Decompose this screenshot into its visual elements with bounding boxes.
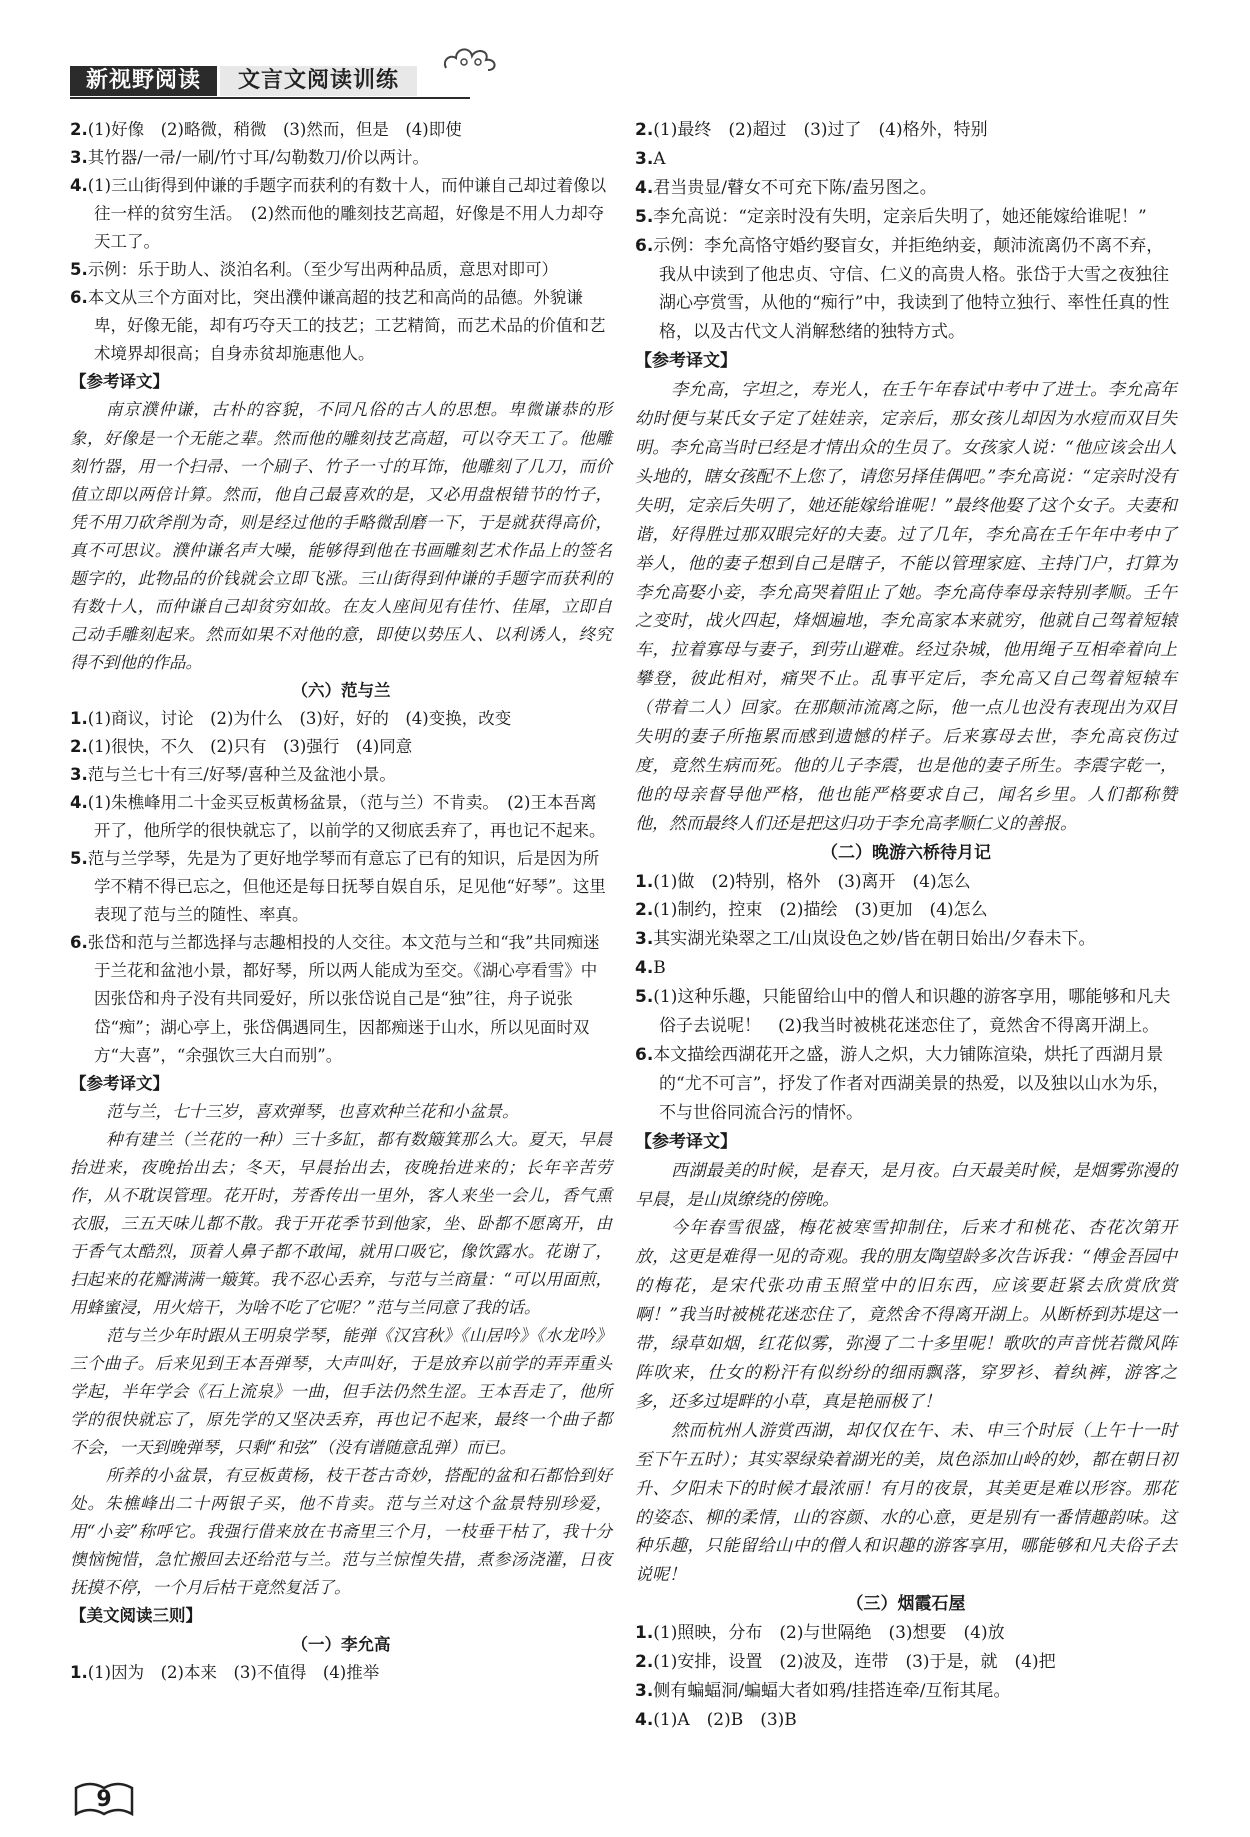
answer-item (70, 929, 612, 1069)
question-number: 4. (635, 177, 654, 198)
question-number: 2. (635, 120, 654, 140)
question-number: 5. (635, 987, 654, 1008)
page-number: 9 (96, 1787, 112, 1812)
translation-paragraph: 范与兰，七十三岁，喜欢弹琴，也喜欢种兰花和小盆景。 (106, 1101, 519, 1121)
answer-text: 示例：李允高恪守婚约娶盲女，并拒绝纳妾，颠沛流离仍不离不弃，我从中读到了他忠贞、守信、仁义的高贵人格。张岱于大雪之夜独往湖心亭赏雪，从他的“痴行”中，我读到了他特立独行、率性任真的性格，以及古代文人消解愁绪的独特方式。 (653, 235, 1170, 343)
answer-text: (1)因为 (2)本来 (3)不值得 (4)推举 (87, 1662, 380, 1682)
question-number: 5. (635, 206, 654, 227)
answer-item (70, 789, 612, 845)
translation-paragraph: 然而杭州人游赏西湖，却仅仅在午、未、申三个时辰（上午十一时至下午五时）；其实翠绿染着湖光的美，岚色添加山岭的妙，都在朝日初升、夕阳未下的时候才最浓丽！有月的夜景，其美更是难以形容。那花的姿态、柳的柔情，山的容颜、水的心意，更是别有一番情趣韵味。这种乐趣，只能留给山中的僧人和识趣的游客享用，哪能够和凡夫俗子去说呢！ (635, 1420, 1177, 1586)
question-number: 2. (635, 900, 654, 921)
answer-text: (1)做 (2)特别，格外 (3)离开 (4)怎么 (653, 871, 971, 892)
answer-text: 君当贵显/瞽女不可充下陈/盍另图之。 (653, 177, 937, 198)
question-number: 5. (70, 849, 88, 869)
question-number: 3. (70, 148, 88, 168)
answer-item (635, 1677, 1177, 1706)
question-number: 3. (635, 929, 654, 950)
answer-item (635, 1041, 1177, 1128)
answer-item (70, 144, 612, 172)
section-tag: 【美文阅读三则】 (70, 1606, 202, 1626)
section-heading: （二）晚游六桥待月记 (821, 842, 991, 863)
translation-paragraph: 西湖最美的时候，是春天，是月夜。白天最美时候，是烟雾弥漫的早晨，是山岚缭绕的傍晚。 (635, 1160, 1177, 1210)
question-number: 3. (635, 1680, 654, 1701)
translation-paragraph: 种有建兰（兰花的一种）三十多缸，都有数簸箕那么大。夏天，早晨抬进来，夜晚抬出去；冬天，早晨抬出去，夜晚抬进来的；长年辛苦劳作，从不耽误管理。花开时，芳香传出一里外，客人来坐一会儿，香气熏衣服，三五天味儿都不散。我于开花季节到他家，坐、卧都不愿离开，由于香气太酷烈，顶着人鼻子都不敢闻，就用口吸它，像饮露水。花谢了，扫起来的花瓣满满一簸箕。我不忍心丢弃，与范与兰商量：“可以用面煎，用蜂蜜浸，用火焙干，为啥不吃了它呢？”范与兰同意了我的话。 (70, 1129, 612, 1317)
page-number-badge (72, 1778, 136, 1818)
answer-text: A (653, 148, 666, 169)
answer-text: 范与兰学琴，先是为了更好地学琴而有意忘了已有的知识，后是因为所学不精不得已忘之，但他还是每日抚琴自娱自乐，足见他“好琴”。这里表现了范与兰的随性、率真。 (87, 849, 606, 925)
cloud-ornament-icon (440, 40, 500, 76)
answer-text: 范与兰七十有三/好琴/喜种兰及盆池小景。 (87, 765, 396, 785)
section-tag: 【参考译文】 (635, 351, 737, 372)
question-number: 1. (70, 1662, 88, 1682)
answer-item (70, 761, 612, 789)
translation-paragraph: 所养的小盆景，有豆板黄杨，枝干苍古奇妙，搭配的盆和石都恰到好处。朱樵峰出二十两银子买，他不肯卖。范与兰对这个盆景特别珍爱，用“小妾”称呼它。我强行借来放在书斋里三个月，一枝垂干枯了，我十分懊恼惋惜，急忙搬回去还给范与兰。范与兰惊惶失措，煮参汤浇灌，日夜抚摸不停，一个月后枯干竟然复活了。 (70, 1466, 612, 1598)
question-number: 4. (70, 176, 88, 196)
answer-text: (1)商议，讨论 (2)为什么 (3)好，好的 (4)变换，改变 (87, 708, 512, 728)
section-tag: 【参考译文】 (70, 1073, 169, 1093)
answer-text: 其竹器/一帚/一刷/竹寸耳/勾勒数刀/价以两计。 (87, 148, 430, 168)
answer-item (635, 116, 1177, 145)
question-number: 3. (635, 148, 654, 169)
answer-item (635, 954, 1177, 983)
answer-text: B (653, 958, 666, 979)
question-number: 6. (70, 288, 88, 308)
question-number: 6. (635, 1045, 654, 1065)
question-number: 6. (70, 933, 88, 953)
answer-item (70, 705, 612, 733)
translation-paragraph: 南京濮仲谦，古朴的容貌，不同凡俗的古人的思想。卑微谦恭的形象，好像是一个无能之辈。然而他的雕刻技艺高超，可以夺天工了。他雕刻竹器，用一个扫帚、一个刷子、竹子一寸的耳饰，他雕刻了几刀，而价值立即以两倍计算。然而，他自己最喜欢的是，又必用盘根错节的竹子，凭不用刀砍斧削为奇，则是经过他的手略微刮磨一下，于是就获得高价，真不可思议。濮仲谦名声大噪，能够得到他在书画雕刻艺术作品上的签名题字的，此物品的价钱就会立即飞涨。三山街得到仲谦的手题字而获利的有数十人，而仲谦自己却贫穷如故。在友人座间见有佳竹、佳犀，立即自己动手雕刻起来。然而如果不对他的意，即使以势压人、以利诱人，终究得不到他的作品。 (70, 400, 612, 672)
section-heading: （六）范与兰 (291, 680, 391, 700)
answer-text: 本文描绘西湖花开之盛，游人之炽，大力铺陈渲染，烘托了西湖月景的“尤不可言”，抒发了作者对西湖美景的热爱，以及独以山水为乐，不与世俗同流合污的情怀。 (653, 1045, 1170, 1123)
series-title: 新视野阅读 (70, 66, 217, 96)
section-heading: （三）烟霞石屋 (846, 1594, 966, 1615)
answer-item (635, 983, 1177, 1041)
answer-text: (1)好像 (2)略微，稍微 (3)然而，但是 (4)即使 (87, 120, 462, 139)
section-tag: 【参考译文】 (70, 372, 169, 392)
answer-text: (1)很快，不久 (2)只有 (3)强行 (4)同意 (87, 737, 413, 757)
section-title: 文言文阅读训练 (217, 66, 417, 96)
answer-text: 本文从三个方面对比，突出濮仲谦高超的技艺和高尚的品德。外貌谦卑，好像无能，却有巧夺天工的技艺；工艺精简，而艺术品的价值和艺术境界却很高；自身赤贫却施惠他人。 (87, 288, 606, 364)
question-number: 5. (70, 260, 88, 280)
section-heading: （一）李允高 (291, 1634, 391, 1654)
answer-item (635, 1706, 1177, 1735)
question-number: 6. (635, 235, 654, 256)
answer-item (635, 174, 1177, 203)
answer-text: (1)安排，设置 (2)波及，连带 (3)于是，就 (4)把 (653, 1652, 1056, 1673)
question-number: 1. (635, 1623, 654, 1644)
answer-text: (1)A (2)B (3)B (653, 1709, 797, 1730)
answer-item (635, 1648, 1177, 1677)
question-number: 2. (70, 737, 88, 757)
answer-item (70, 284, 612, 368)
answer-item (70, 1659, 612, 1687)
translation-paragraph: 今年春雪很盛，梅花被寒雪抑制住，后来才和桃花、杏花次第开放，这更是难得一见的奇观。我的朋友陶望龄多次告诉我：“傅金吾园中的梅花，是宋代张功甫玉照堂中的旧东西，应该要赶紧去欣赏欣赏啊！”我当时被桃花迷恋住了，竟然舍不得离开湖上。从断桥到苏堤这一带，绿草如烟，红花似雾，弥漫了二十多里呢！歌吹的声音恍若微风阵阵吹来，仕女的粉汗有似纷纷的细雨飘落，穿罗衫、着纨裤，游客之多，还多过堤畔的小草，真是艳丽极了！ (635, 1218, 1177, 1412)
answer-item (635, 145, 1177, 174)
translation-paragraph: 范与兰少年时跟从王明泉学琴，能弹《汉宫秋》《山居吟》《水龙吟》三个曲子。后来见到王本吾弹琴，大声叫好，于是放弃以前学的弄弄重头学起，半年学会《石上流泉》一曲，但手法仍然生涩。王本吾走了，他所学的很快就忘了，原先学的又坚决丢弃，再也记不起来，最终一个曲子都不会，一天到晚弹琴，只剩“和弦”（没有谱随意乱弹）而已。 (70, 1326, 612, 1458)
answer-text: 李允高说：“定亲时没有失明，定亲后失明了，她还能嫁给谁呢！” (653, 206, 1147, 227)
answer-text: (1)制约，控束 (2)描绘 (3)更加 (4)怎么 (653, 900, 988, 921)
left-column (70, 116, 612, 1687)
question-number: 2. (70, 120, 88, 139)
answer-item (70, 172, 612, 256)
question-number: 3. (70, 765, 88, 785)
question-number: 4. (635, 958, 654, 979)
answer-text: (1)最终 (2)超过 (3)过了 (4)格外，特别 (653, 120, 988, 140)
question-number: 4. (635, 1709, 654, 1730)
answer-item (635, 232, 1177, 348)
answer-text: 其实湖光染翠之工/山岚设色之妙/皆在朝日始出/夕舂未下。 (653, 929, 1096, 950)
answer-text: 示例：乐于助人、淡泊名利。（至少写出两种品质，意思对即可） (87, 260, 558, 280)
translation-paragraph: 李允高，字坦之，寿光人，在壬午年春试中考中了进士。李允高年幼时便与某氏女子定了娃娃亲，定亲后，那女孩儿却因为水痘而双目失明。李允高当时已经是才情出众的生员了。女孩家人说：“他应该会出人头地的，瞎女孩配不上您了，请您另择佳偶吧。”李允高说：“定亲时没有失明，定亲后失明了，她还能嫁给谁呢！”最终他娶了这个女子。夫妻和谐，好得胜过那双眼完好的夫妻。过了几年，李允高在壬午年中考中了举人，他的妻子想到自己是瞎子，不能以管理家庭、主持门户，打算为李允高娶小妾，李允高哭着阻止了她。李允高侍奉母亲特别孝顺。壬午之变时，战火四起，烽烟遍地，李允高家本来就穷，他就自己驾着短辕车，拉着寡母与妻子，到劳山避难。经过杂城，他用绳子互相牵着向上攀登，彼此相对，痛哭不止。乱事平定后，李允高又自己驾着短辕车（带着二人）回家。在那颠沛流离之际，他一点儿也没有表现出为双目失明的妻子所拖累而感到遗憾的样子。后来寡母去世，李允高哀伤过度，竟然生病而死。他的儿子李震，也是他的妻子所生。李震字乾一，他的母亲督导他严格，他也能严格要求自己，闻名乡里。人们都称赞他，然而最终人们还是把这归功于李允高孝顺仁义的善报。 (635, 380, 1177, 834)
answer-item (635, 896, 1177, 925)
answer-item (70, 256, 612, 284)
question-number: 1. (635, 871, 654, 892)
answer-text: (1)这种乐趣，只能留给山中的僧人和识趣的游客享用，哪能够和凡夫俗子去说呢！ (2)我当时被桃花迷恋住了，竟然舍不得离开湖上。 (653, 987, 1171, 1037)
question-number: 1. (70, 708, 88, 728)
answer-item (70, 733, 612, 761)
answer-text: (1)三山街得到仲谦的手题字而获利的有数十人，而仲谦自己却过着像以往一样的贫穷生活。 (2)然而他的雕刻技艺高超，好像是不用人力却夺天工了。 (87, 176, 607, 252)
answer-item (635, 203, 1177, 232)
answer-text: 侧有蝙蝠洞/蝙蝠大者如鸦/挂搭连牵/互衔其尾。 (653, 1680, 1011, 1701)
answer-text: 张岱和范与兰都选择与志趣相投的人交往。本文范与兰和“我”共同痴迷于兰花和盆池小景，都好琴，所以两人能成为至交。《湖心亭看雪》中因张岱和舟子没有共同爱好，所以张岱说自己是“独”往，舟子说张岱“痴”；湖心亭上，张岱偶遇同生，因都痴迷于山水，所以见面时双方“大喜”，“余强饮三大白而别”。 (87, 933, 600, 1065)
header-rule (70, 97, 470, 99)
answer-text: (1)朱樵峰用二十金买豆板黄杨盆景，（范与兰）不肯卖。 (2)王本吾离开了，他所学的很快就忘了，以前学的又彻底丢弃了，再也记不起来。 (87, 793, 606, 841)
answer-text: (1)照映，分布 (2)与世隔绝 (3)想要 (4)放 (653, 1623, 1005, 1644)
section-tag: 【参考译文】 (635, 1131, 737, 1152)
question-number: 4. (70, 793, 88, 813)
question-number: 2. (635, 1652, 654, 1673)
answer-item (70, 845, 612, 929)
page-header (70, 66, 417, 96)
answer-item (635, 925, 1177, 954)
answer-item (635, 1619, 1177, 1648)
answer-item (70, 116, 612, 144)
answer-item (635, 868, 1177, 897)
right-column (635, 116, 1177, 1735)
